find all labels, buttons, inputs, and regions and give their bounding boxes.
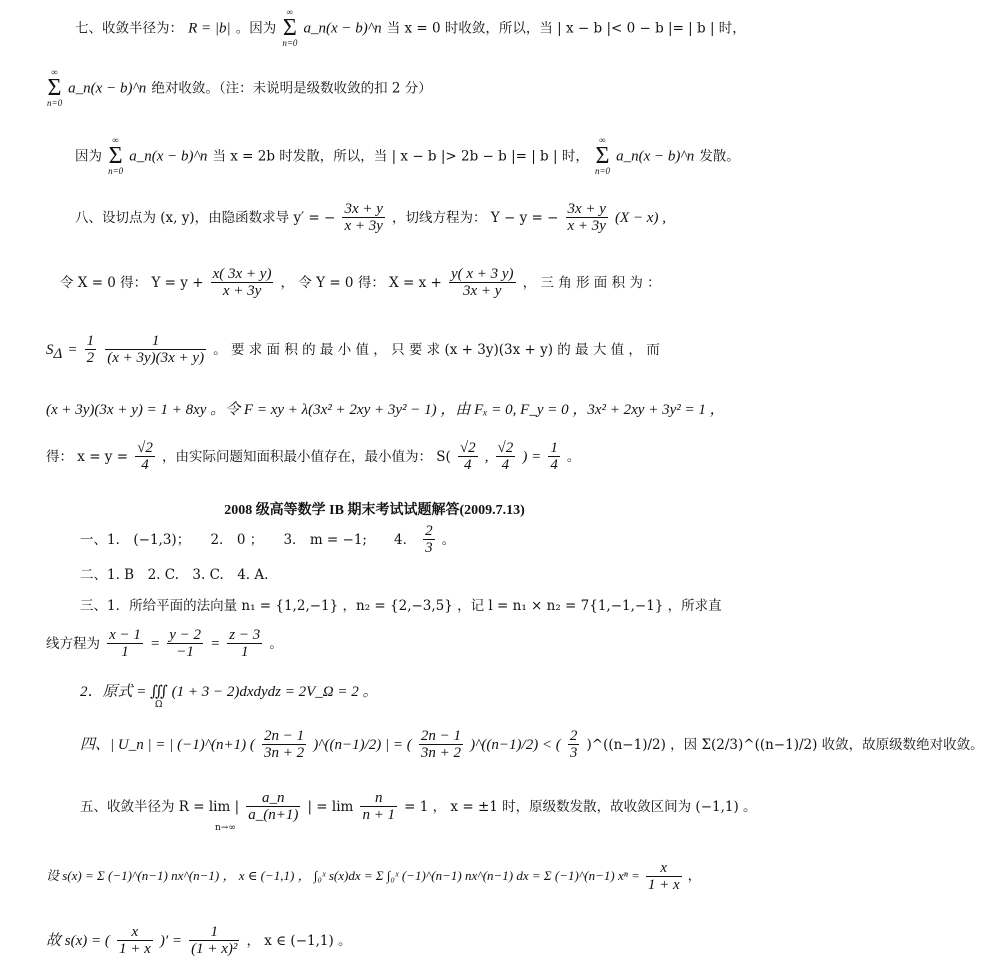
comma: , — [484, 449, 489, 465]
sec8-line3 — [46, 333, 660, 366]
series-sum: ∞ Σ n=0 — [47, 67, 63, 108]
part5-text: 故 s(x) = ( — [46, 933, 110, 949]
sec8-text: 。 — [566, 449, 581, 465]
part5-line2 — [46, 860, 701, 893]
fraction: $\frac{1}{2}$ — [86, 333, 95, 366]
fraction: $\frac{2}{3}$ — [425, 523, 433, 556]
fraction: $\frac{√2}{4}$ — [459, 440, 476, 473]
fraction: $\frac{√2}{4}$ — [137, 440, 153, 473]
sec8-line5 — [46, 440, 580, 473]
sec8-line1 — [75, 201, 666, 234]
part3-line1 — [80, 594, 722, 614]
sec7-label: 七、收敛半径为： — [75, 20, 183, 37]
sec8-text: 得： x = y = — [46, 449, 129, 465]
sec7-text3: 当 x = 0 时收敛，所以，当 | x − b |< 0 − b |= | b | 时， — [386, 20, 746, 37]
part3-line3 — [80, 680, 378, 701]
fraction: $\frac{2}{3}$ — [569, 728, 578, 761]
part3-text: 线方程为 — [46, 636, 100, 652]
fraction: $\frac{x( 3x + y)}{x + 3y}$ — [212, 266, 272, 299]
part4-text: )^((n−1)/2) ，因 Σ(2/3)^((n−1)/2) 收敛，故原级数绝对收敛。 — [586, 737, 984, 753]
sec8-text: ，切线方程为： Y − y = − — [391, 210, 559, 226]
sec8-text: 。 要 求 面 积 的 最 小 值 ， 只 要 求 (x + 3y)(3x + y) 的 最 大 值 ， 而 — [213, 342, 660, 358]
fraction: $\frac{x}{1 + x}$ — [647, 860, 680, 893]
exam-title: 2008 级高等数学 IB 期末考试试题解答(2009.7.13) — [224, 503, 525, 518]
series-sum: ∞ Σ n=0 — [282, 7, 298, 48]
part5-text: = 1 ， x = ±1 时，原级数发散，故收敛区间为 (−1,1) 。 — [404, 799, 757, 815]
part3-end: 。 — [269, 636, 283, 652]
radius-expression: R = |b| — [188, 20, 231, 37]
sec8-text: ， 三 角 形 面 积 为 ： — [522, 275, 661, 291]
sec8-text: ) = — [522, 449, 542, 465]
sec8-text: ， 令 Y = 0 得： X = x + — [280, 275, 442, 291]
sec8-line2 — [60, 266, 661, 299]
fraction: $\frac{2n - 1}{3n + 2}$ — [420, 728, 461, 761]
fraction: $\frac{y - 2}{-1}$ — [169, 627, 201, 660]
part5-line3 — [46, 924, 352, 957]
sec7-line1 — [75, 8, 746, 48]
part5-line1 — [80, 790, 757, 823]
sec7-line3 — [75, 136, 740, 176]
part2-line — [80, 563, 268, 583]
part5-text: )′ = — [159, 933, 182, 949]
part5-text: ， x ∈ (−1,1) 。 — [246, 933, 352, 949]
part1-end: 。 — [441, 532, 456, 548]
fraction: $\frac{3x + y}{x + 3y}$ — [344, 201, 383, 234]
part1-answers: 一、1． (−1,3)； 2． 0 ； 3． m = −1; 4． — [80, 532, 417, 548]
part5-sum: 设 s(x) = Σ (−1)^(n−1) nx^(n−1) ， x ∈ (−1,1) ， ∫₀ˣ s(x)dx = Σ ∫₀ˣ (−1)^(n−1) nx^(n−1) dx = Σ (−1)^(n−1) xⁿ = — [46, 868, 640, 883]
sec7-line2 — [46, 68, 432, 108]
area-subscript: Δ — [53, 346, 63, 363]
fraction: $\frac{z - 3}{1}$ — [229, 627, 261, 660]
equals: = — [149, 636, 161, 652]
sec8-text: 令 X = 0 得： Y = y + — [60, 275, 204, 291]
lim-subscript: n→∞ — [215, 823, 236, 833]
sec8-equation: (x + 3y)(3x + y) = 1 + 8xy 。令 F = xy + λ(3x² + 2xy + 3y² − 1) ，由 Fₓ = 0, F_y = 0 ，3x² + 2xy + 3y² = 1 ， — [46, 402, 725, 418]
series-sum: ∞ Σ n=0 — [594, 135, 611, 176]
series-sum: ∞ Σ n=0 — [108, 135, 124, 176]
fraction: $\frac{1}{4}$ — [550, 440, 558, 473]
area-symbol: S — [46, 342, 54, 358]
part4-text: )^((n−1)/2) < ( — [470, 737, 561, 753]
part5-text: | = lim — [307, 799, 354, 815]
fraction: $\frac{y( x + 3 y)}{3x + y}$ — [450, 266, 514, 299]
part3-integral: 2．原式 = ∭ (1 + 3 − 2)dxdydz = 2V_Ω = 2 。 — [80, 684, 378, 700]
sec7-text: 发散。 — [699, 148, 740, 165]
omega-subscript: Ω — [155, 700, 163, 710]
series-term: a_n(x − b)^n — [129, 148, 208, 165]
part4-text: 四、| U_n | = | (−1)^(n+1) ( — [80, 737, 255, 753]
fraction: $\frac{3x + y}{x + 3y}$ — [567, 201, 606, 234]
sec8-text: (X − x) , — [615, 210, 666, 226]
part3-normal-vectors: 三、1．所给平面的法向量 n₁ = {1,2,−1} ，n₂ = {2,−3,5} ，记 l = n₁ × n₂ = 7{1,−1,−1} ，所求直 — [80, 598, 722, 614]
fraction: $\frac{1}{(x + 3y)(3x + y)}$ — [107, 333, 205, 366]
sec7-text: 当 x = 2b 时发散，所以，当 | x − b |> 2b − b |= | b | 时， — [212, 148, 589, 165]
series-term: a_n(x − b)^n — [616, 148, 695, 165]
part2-answers: 二、1. B 2. C. 3. C. 4. A. — [80, 567, 269, 583]
fraction: $\frac{x}{1 + x}$ — [118, 924, 151, 957]
part4-text: )^((n−1)/2) | = ( — [313, 737, 412, 753]
part5-text: 五、收敛半径为 R = lim | — [80, 799, 240, 815]
equals: = — [210, 636, 221, 652]
fraction: $\frac{2n - 1}{3n + 2}$ — [263, 728, 305, 761]
fraction: $\frac{√2}{4}$ — [497, 440, 514, 473]
sec8-text: ，由实际问题知面积最小值存在，最小值为： S( — [161, 449, 451, 465]
sec8-text: 八、设切点为 (x, y)，由隐函数求导 y′ = − — [75, 210, 336, 226]
series-term: a_n(x − b)^n — [303, 20, 382, 37]
sec7-text: 因为 — [75, 148, 102, 165]
series-term: a_n(x − b)^n — [68, 80, 147, 97]
sec8-line4 — [46, 398, 725, 419]
fraction: $\frac{a\_n}{a\_(n+1)}$ — [248, 790, 299, 823]
part4-line — [80, 728, 984, 761]
part5-text: ， — [687, 868, 702, 884]
sec7-note: 绝对收敛。（注：未说明是级数收敛的扣 2 分） — [151, 80, 432, 97]
fraction: $\frac{1}{\text{(1 + x)²}}$ — [191, 924, 238, 957]
equals: = — [67, 342, 78, 358]
part1-line — [80, 523, 455, 556]
part3-line2 — [46, 627, 283, 660]
fraction: $\frac{n}{n + 1}$ — [362, 790, 396, 823]
fraction: $\frac{x - 1}{1}$ — [109, 627, 141, 660]
sec7-text2: 。因为 — [235, 20, 277, 37]
